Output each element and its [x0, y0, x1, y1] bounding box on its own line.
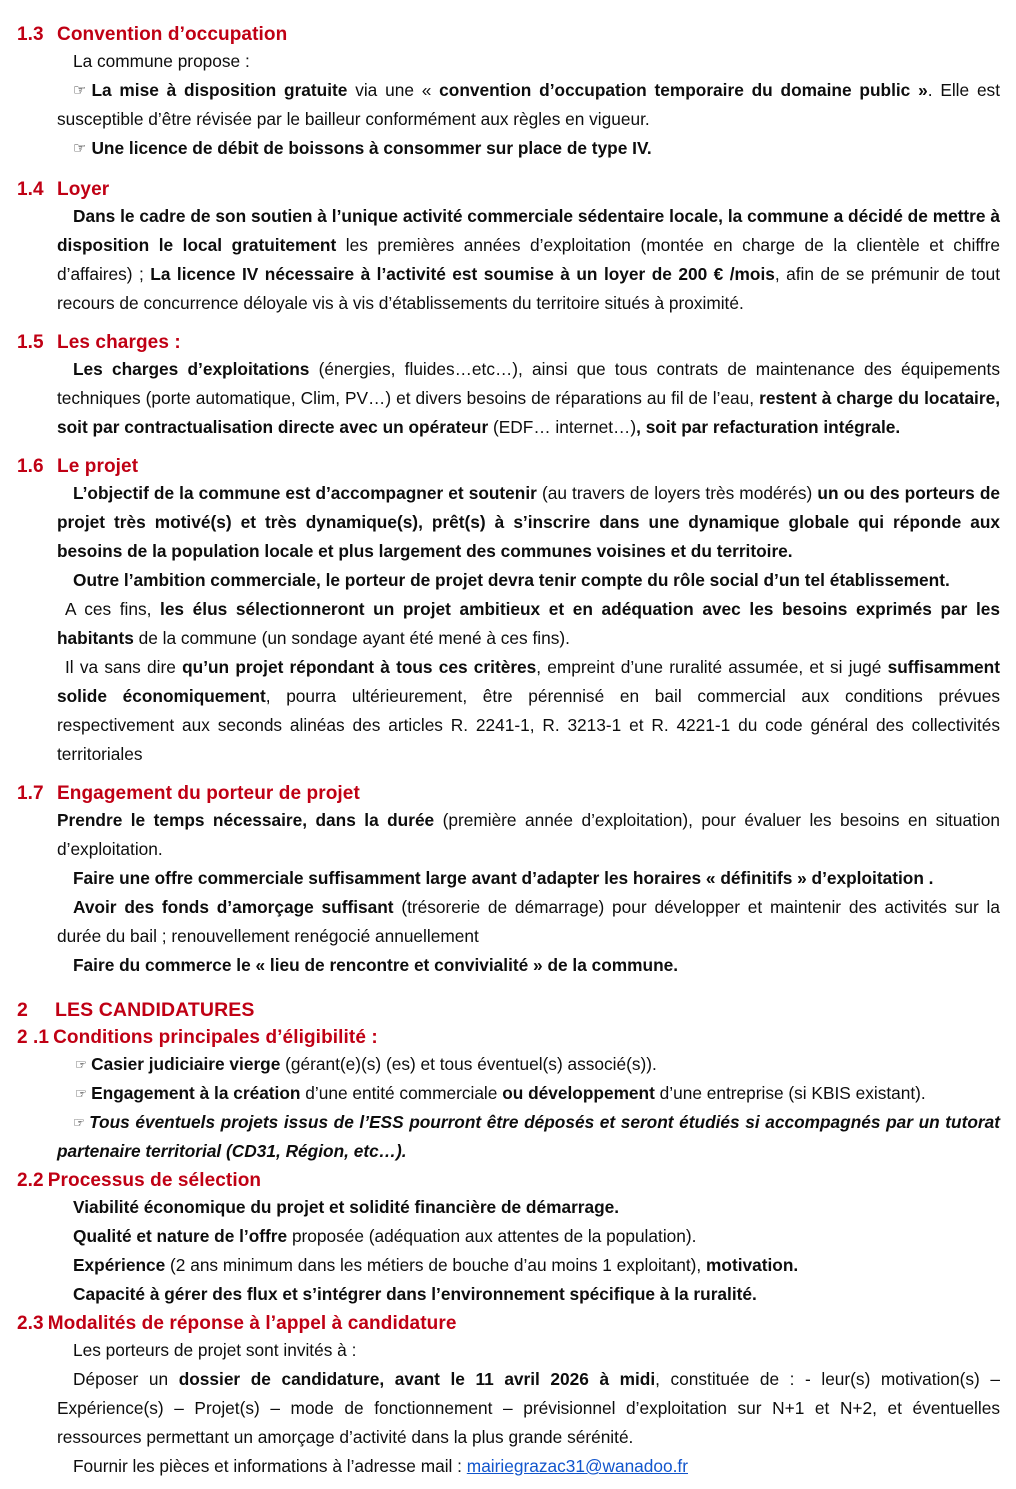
bold-text: Capacité à gérer des flux et s’intégrer dans l’environnement spécifique à la ruralité.	[73, 1284, 757, 1304]
bold-segment-1: L’objectif de la commune est d’accompagner et soutenir	[73, 483, 537, 503]
paragraph-viabilite-economique	[17, 1193, 1000, 1222]
section-number: 2 .1	[17, 1027, 50, 1048]
section-number: 1.4	[17, 179, 44, 200]
email-link[interactable]: mairiegrazac31@wanadoo.fr	[466, 1456, 688, 1476]
bold-segment-2: suffisamment solide économiquement	[57, 657, 1000, 706]
pointing-hand-icon: ☞	[73, 139, 87, 157]
pointing-hand-icon: ☞	[73, 1115, 86, 1131]
section-number: 2	[17, 999, 28, 1021]
section-heading-1-6	[17, 454, 1000, 479]
bold-segment-1: Expérience	[73, 1255, 166, 1275]
paragraph-ambition-commerciale	[17, 566, 1000, 595]
paragraph-a-ces-fins: A ces fins, les élus sélectionneront un projet ambitieux et en adéquation avec les besoins exprimés par les habitants de la commune (un sondage ayant été mené à ces fins).	[57, 599, 1001, 648]
paragraph-mise-a-disposition: ☞ La mise à disposition gratuite via une « convention d’occupation temporaire du domaine public ». Elle est susceptible d’être révisée par le bailleur conformément aux règles en vigueur.	[57, 80, 1000, 129]
bold-segment-1: les élus sélectionneront un projet ambitieux et en adéquation avec les besoins exprimés par les habitants	[57, 599, 1001, 648]
bold-text: Viabilité économique du projet et solidité financière de démarrage.	[73, 1197, 620, 1217]
section-number: 1.5	[17, 332, 44, 353]
paragraph-porteurs-invites: Les porteurs de projet sont invités à :	[73, 1340, 357, 1360]
bold-segment-1: Dans le cadre de son soutien à l’unique activité commerciale sédentaire locale, la commune a décidé de mettre à disposition le local gratuitement	[57, 206, 1000, 255]
paragraph-experience: Expérience (2 ans minimum dans les métiers de bouche d’au moins 1 exploitant), motivation.	[73, 1255, 799, 1275]
bold-segment-1: Avoir des fonds d’amorçage suffisant	[73, 897, 394, 917]
paragraph-commune-propose: La commune propose :	[73, 51, 250, 71]
pointing-hand-icon: ☞	[75, 1057, 88, 1073]
paragraph-licence-iv	[17, 134, 1000, 163]
paragraph-offre-commerciale	[17, 864, 1000, 893]
paragraph-fonds-amorcage: Avoir des fonds d’amorçage suffisant (trésorerie de démarrage) pour développer et maintenir des activités sur la durée du bail ; renouvellement renégocié annuellement	[57, 897, 1000, 946]
paragraph-capacite-flux	[17, 1280, 1000, 1309]
paragraph-objectif-commune: L’objectif de la commune est d’accompagner et soutenir (au travers de loyers très modérés) un ou des porteurs de projet très motivé(s) et très dynamique(s), prêt(s) à s’inscrire dans une dynamique globale qui réponde aux besoins de la population locale et plus largement des communes voisines et du territoire.	[57, 483, 1000, 561]
section-heading-1-3	[17, 22, 1000, 47]
section-title: Le projet	[57, 456, 139, 477]
bold-text: Faire du commerce le « lieu de rencontre et convivialité » de la commune.	[73, 955, 679, 975]
section-heading-2-1	[17, 1025, 1000, 1050]
bold-segment-1: Les charges d’exploitations	[73, 359, 310, 379]
section-title: Processus de sélection	[47, 1170, 262, 1191]
section-heading-2-2	[17, 1168, 1000, 1193]
pointing-hand-icon: ☞	[73, 81, 87, 99]
bold-segment-1: Engagement à la création	[91, 1083, 301, 1103]
section-title: Engagement du porteur de projet	[57, 783, 360, 804]
section-title: Loyer	[57, 179, 110, 200]
section-heading-1-5	[17, 330, 1000, 355]
section-2-3	[17, 1311, 1000, 1481]
section-heading-1-4	[17, 177, 1000, 202]
bold-convention: convention d’occupation temporaire du domaine public »	[439, 80, 928, 100]
bold-segment-2: restent à charge du locataire, soit par contractualisation directe avec un opérateur	[57, 388, 1000, 437]
paragraph-deposer-dossier: Déposer un dossier de candidature, avant le 11 avril 2026 à midi, constituée de : - leur(s) motivation(s) – Expérience(s) – Projet(s) – mode de fonctionnement – prévisionnel d’exploitation sur N+1 et N+2, et éventuelles ressources permettant un amorçage d’activité dans la plus grande sérénité.	[57, 1369, 1000, 1447]
italic-bold-text: Tous éventuels projets issus de l’ESS pourront être déposés et seront étudiés si accompagnés par un tutorat partenaire territorial (CD31, Région, etc…).	[57, 1112, 1000, 1161]
paragraph-prendre-le-temps: Prendre le temps nécessaire, dans la durée (première année d’exploitation), pour évaluer les besoins en situation d’exploitation.	[57, 810, 1000, 859]
bold-segment-1: Prendre le temps nécessaire, dans la durée	[57, 810, 435, 830]
bold-segment-1: Qualité et nature de l’offre	[73, 1226, 288, 1246]
section-title: Convention d’occupation	[57, 24, 288, 45]
bold-segment-2: ou développement	[502, 1083, 655, 1103]
section-heading-2-3	[17, 1311, 1000, 1336]
section-heading-1-7	[17, 781, 1000, 806]
section-number: 1.6	[17, 456, 44, 477]
section-1-7	[17, 781, 1000, 980]
section-title: Modalités de réponse à l’appel à candidature	[47, 1313, 457, 1334]
paragraph-projets-ess	[17, 1108, 1000, 1166]
section-2-2	[17, 1168, 1000, 1309]
section-number: 2.3	[17, 1313, 44, 1334]
bold-segment-2: un ou des porteurs de projet très motivé(s) et très dynamique(s), prêt(s) à s’inscrire dans une dynamique globale qui réponde aux besoins de la population locale et plus largement des communes voisines et du territoire.	[57, 483, 1000, 561]
section-number: 2.2	[17, 1170, 44, 1191]
bold-segment-2: motivation.	[706, 1255, 799, 1275]
paragraph-il-va-sans-dire: Il va sans dire qu’un projet répondant à tous ces critères, empreint d’une ruralité assumée, et si jugé suffisamment solide économiquement, pourra ultérieurement, être pérennisé en bail commercial aux conditions prévues respectivement aux seconds alinéas des articles R. 2241-1, R. 3213-1 et R. 4221-1 du code général des collectivités territoriales	[57, 657, 1000, 764]
paragraph-charges: Les charges d’exploitations (énergies, fluides…etc…), ainsi que tous contrats de maintenance des équipements techniques (porte automatique, Clim, PV…) et divers besoins de réparations au fil de l’eau, restent à charge du locataire, soit par contractualisation directe avec un opérateur (EDF… internet…), soit par refacturation intégrale.	[57, 359, 1000, 437]
bold-segment-3: , soit par refacturation intégrale.	[636, 417, 901, 437]
section-1-4	[17, 177, 1000, 318]
paragraph-engagement-creation: ☞ Engagement à la création d’une entité commerciale ou développement d’une entreprise (si KBIS existant).	[75, 1083, 926, 1103]
bold-text: Outre l’ambition commerciale, le porteur de projet devra tenir compte du rôle social d’un tel établissement.	[73, 570, 950, 590]
section-number: 1.7	[17, 783, 44, 804]
paragraph-loyer: Dans le cadre de son soutien à l’unique activité commerciale sédentaire locale, la commune a décidé de mettre à disposition le local gratuitement les premières années d’exploitation (montée en charge de la clientèle et chiffre d’affaires) ; La licence IV nécessaire à l’activité est soumise à un loyer de 200 € /mois, afin de se prémunir de tout recours de concurrence déloyale vis à vis d’établissements du territoire situés à proximité.	[57, 206, 1001, 313]
paragraph-qualite-offre: Qualité et nature de l’offre proposée (adéquation aux attentes de la population).	[73, 1226, 697, 1246]
section-2-1	[17, 1025, 1000, 1166]
section-heading-2	[17, 998, 1000, 1023]
paragraph-casier-judiciaire: ☞ Casier judiciaire vierge (gérant(e)(s) (es) et tous éventuel(s) associé(s)).	[75, 1054, 657, 1074]
section-1-6	[17, 454, 1000, 769]
bold-text: Faire une offre commerciale suffisamment large avant d’adapter les horaires « définitifs » d’exploitation .	[73, 868, 934, 888]
bold-lead: La mise à disposition gratuite	[91, 80, 348, 100]
bold-segment-1: Casier judiciaire vierge	[91, 1054, 281, 1074]
pointing-hand-icon: ☞	[75, 1086, 88, 1102]
bold-licence: Une licence de débit de boissons à consommer sur place de type IV.	[91, 138, 652, 158]
bold-segment-2: La licence IV nécessaire à l’activité est soumise à un loyer de 200 € /mois	[150, 264, 775, 284]
bold-date-limite: dossier de candidature, avant le 11 avril 2026 à midi	[178, 1369, 656, 1389]
section-title: LES CANDIDATURES	[55, 999, 255, 1021]
section-title: Les charges :	[57, 332, 181, 353]
section-1-3	[17, 22, 1000, 163]
section-number: 1.3	[17, 24, 44, 45]
bold-segment-1: qu’un projet répondant à tous ces critères	[182, 657, 537, 677]
paragraph-lieu-de-rencontre	[17, 951, 1000, 980]
section-title: Conditions principales d’éligibilité :	[53, 1027, 378, 1048]
paragraph-fournir-pieces: Fournir les pièces et informations à l’adresse mail : mairiegrazac31@wanadoo.fr	[73, 1456, 688, 1476]
section-1-5	[17, 330, 1000, 442]
section-2	[17, 998, 1000, 1023]
